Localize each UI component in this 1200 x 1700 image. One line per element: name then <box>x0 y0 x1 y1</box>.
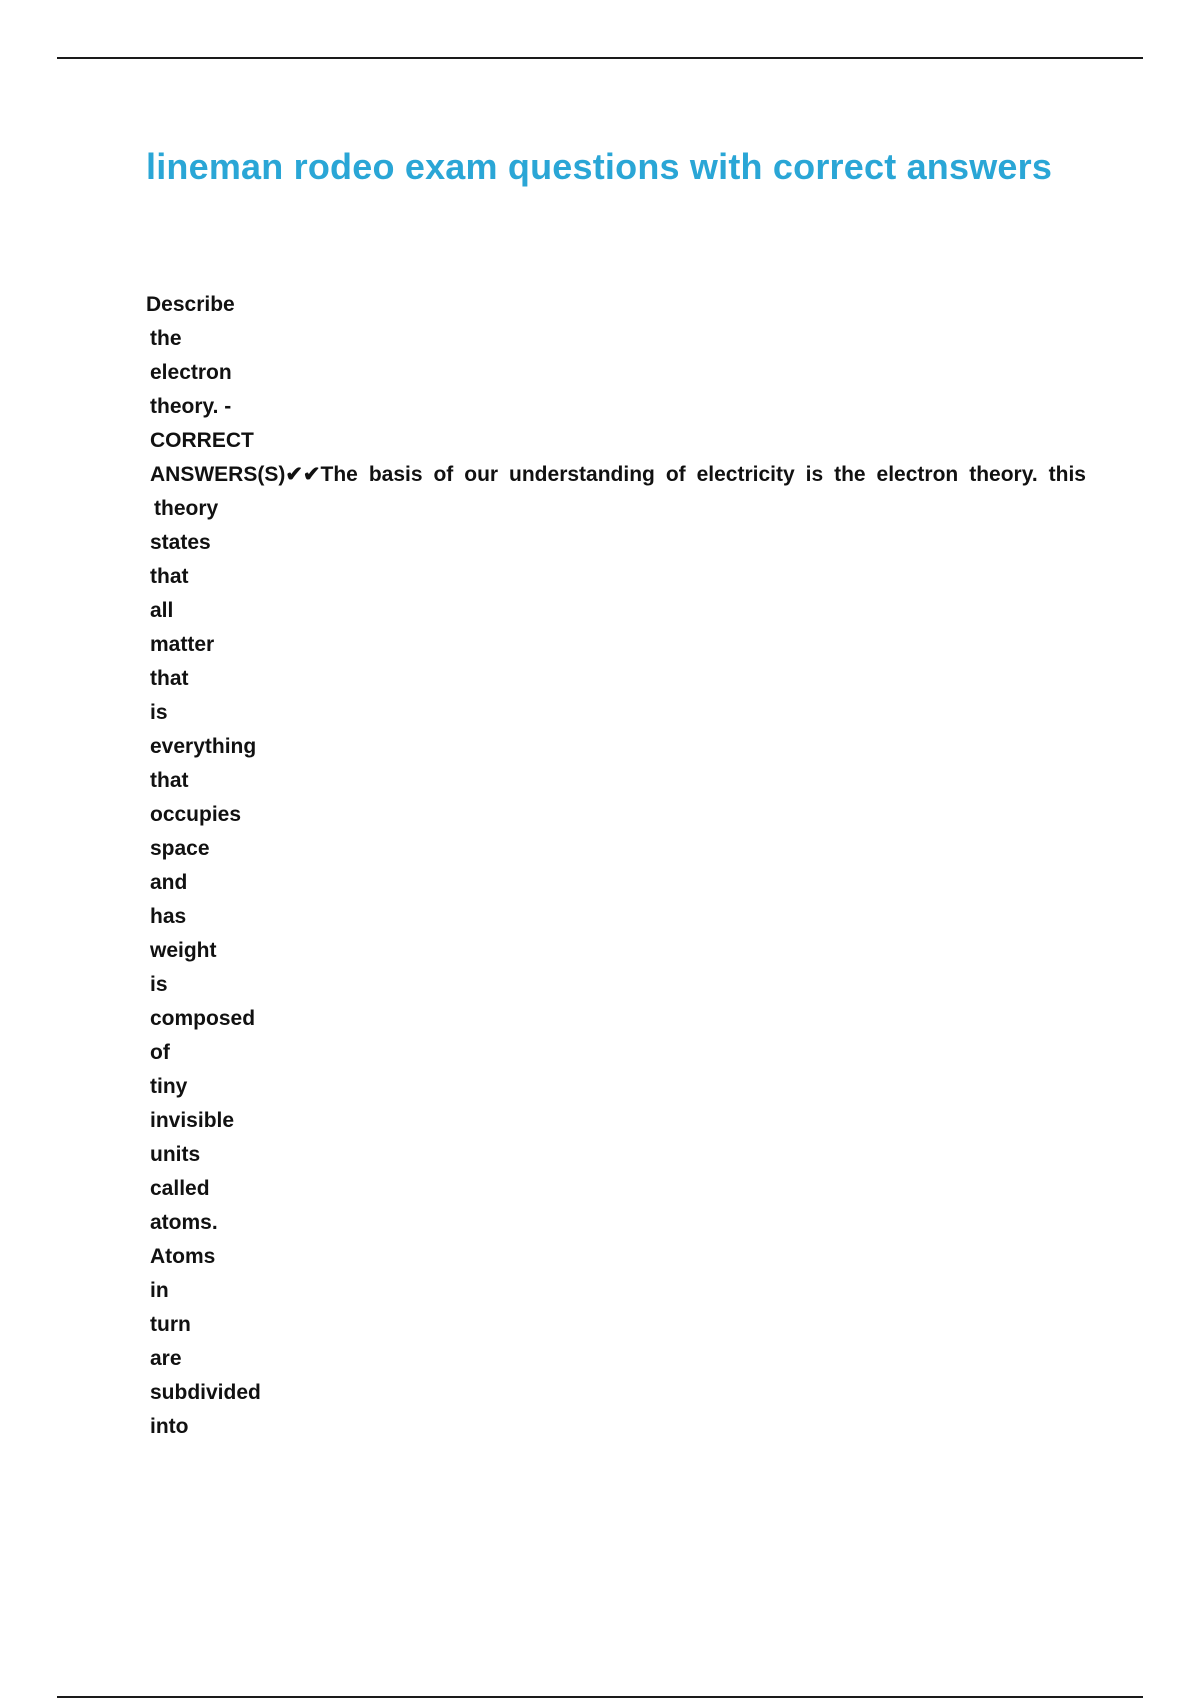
answer-word: theory. <box>969 463 1038 486</box>
answer-word: basis <box>368 463 423 486</box>
question-word: electron <box>150 361 232 384</box>
answer-word: ANSWERS(S)✔✔The <box>150 463 358 486</box>
answer-word: understanding <box>509 463 655 486</box>
answer-word: theory <box>154 497 219 520</box>
answer-word: is <box>150 701 168 724</box>
answer-word: is <box>150 973 168 996</box>
question-word: the <box>150 327 182 350</box>
answer-word: and <box>150 871 188 894</box>
answer-word: this <box>1048 463 1086 486</box>
answer-word: invisible <box>150 1109 235 1132</box>
answer-word: the <box>834 463 866 486</box>
question-word: Describe <box>146 293 235 316</box>
answer-word: space <box>150 837 210 860</box>
answer-justified-line <box>150 458 1086 492</box>
answer-column-continuation <box>146 492 261 1444</box>
answer-word: that <box>150 667 189 690</box>
answer-word: of <box>433 463 454 486</box>
answer-word: that <box>150 769 189 792</box>
answer-word: states <box>150 531 211 554</box>
document-title: lineman rodeo exam questions with correct answers <box>146 146 1053 187</box>
answer-word: has <box>150 905 187 928</box>
answer-word: in <box>150 1279 169 1302</box>
answer-word: atoms. <box>150 1211 218 1234</box>
answer-word: composed <box>150 1007 256 1030</box>
answer-word: called <box>150 1177 210 1200</box>
header-rule <box>57 57 1143 59</box>
answer-word: is <box>805 463 824 486</box>
answer-word: everything <box>150 735 257 758</box>
answer-word: our <box>464 463 499 486</box>
answer-word: all <box>150 599 174 622</box>
answer-word: electron <box>876 463 959 486</box>
answer-word: weight <box>150 939 217 962</box>
answer-word: of <box>665 463 686 486</box>
answer-word: Atoms <box>150 1245 216 1268</box>
question-word: CORRECT <box>150 429 254 452</box>
answer-word: occupies <box>150 803 242 826</box>
answer-word: turn <box>150 1313 191 1336</box>
answer-word: matter <box>150 633 215 656</box>
question-column-top <box>146 288 254 458</box>
answer-word: units <box>150 1143 201 1166</box>
answer-word: that <box>150 565 189 588</box>
answer-word: tiny <box>150 1075 188 1098</box>
footer-rule <box>57 1696 1143 1698</box>
answer-word: subdivided <box>150 1381 261 1404</box>
answer-word: into <box>150 1415 189 1438</box>
answer-word: of <box>150 1041 170 1064</box>
answer-word: are <box>150 1347 182 1370</box>
answer-word: electricity <box>696 463 795 486</box>
question-word: theory. - <box>150 395 232 418</box>
